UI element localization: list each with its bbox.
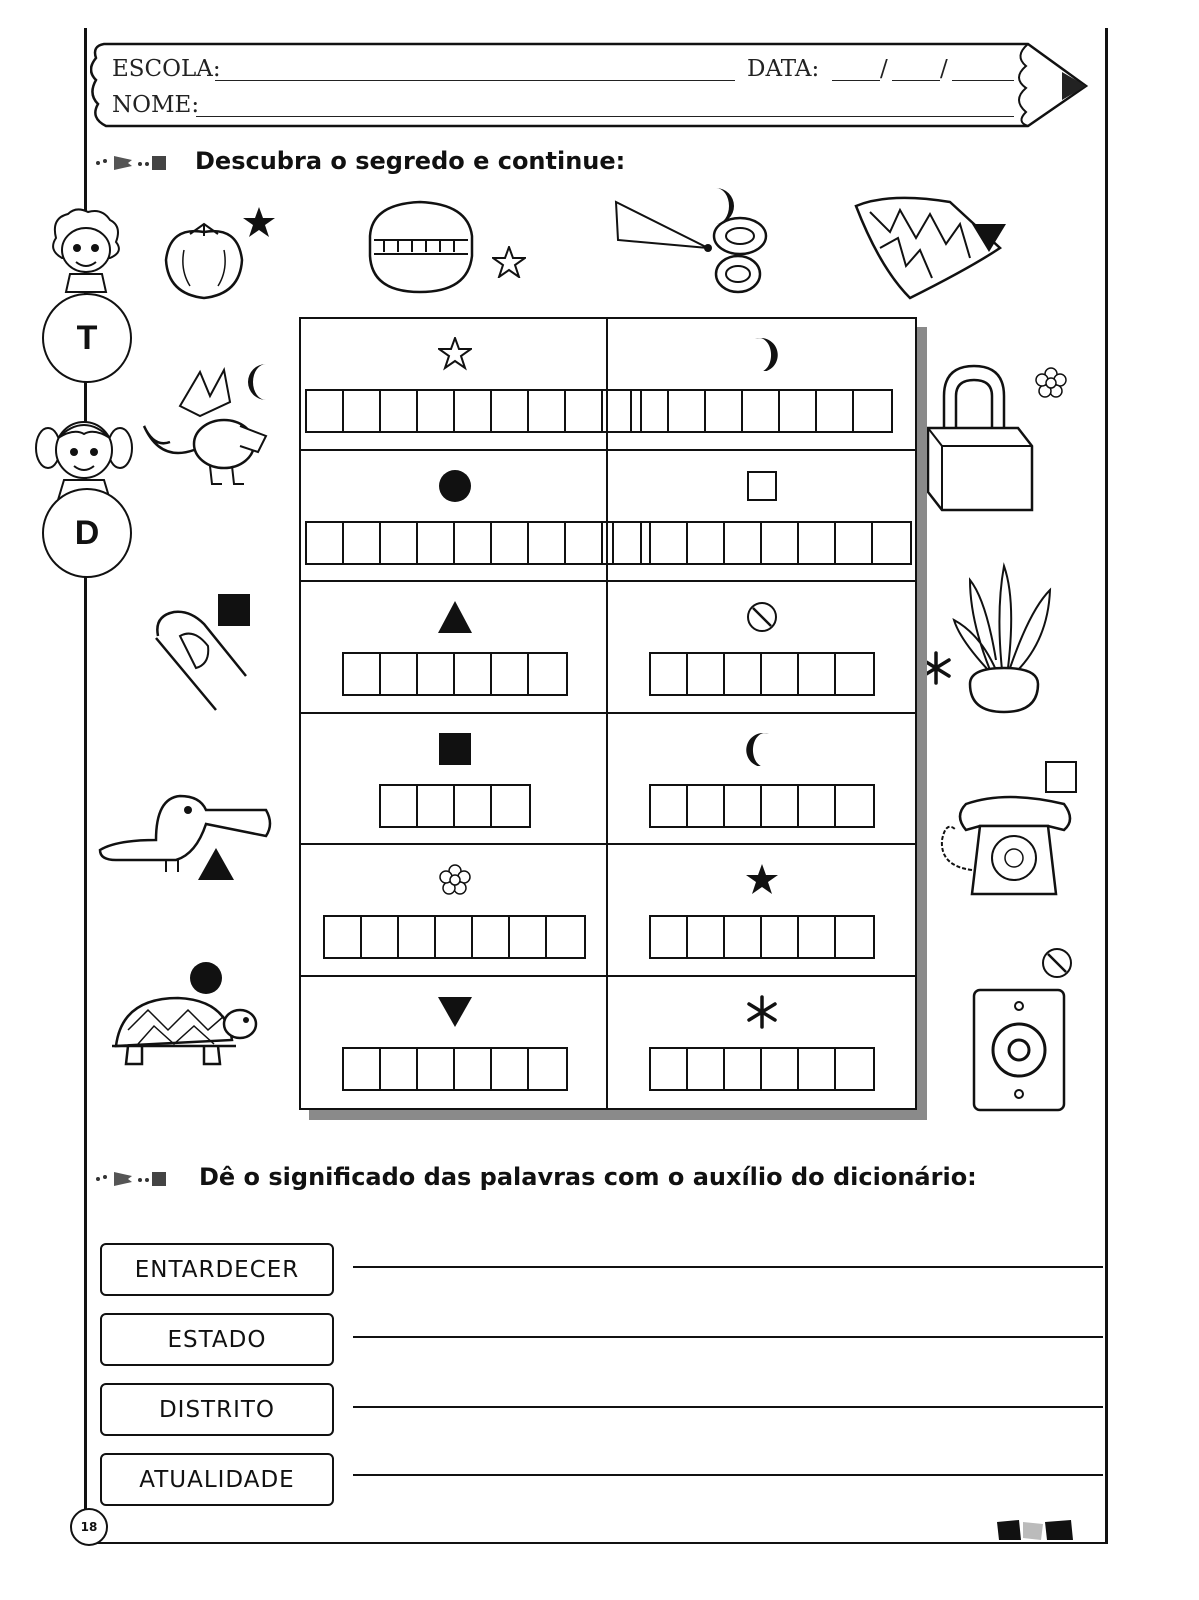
letter-box[interactable]	[344, 391, 381, 431]
letter-boxes	[649, 652, 875, 696]
grid-cell-5-right	[608, 845, 915, 977]
letter-box[interactable]	[836, 523, 873, 563]
instruction-2: Dê o significado das palavras com o auxílio do dicionário:	[199, 1163, 977, 1191]
letter-box[interactable]	[510, 917, 547, 957]
asterisk-icon	[918, 650, 954, 686]
letter-box[interactable]	[455, 654, 492, 694]
letter-box[interactable]	[651, 1049, 688, 1089]
letter-box[interactable]	[725, 786, 762, 826]
letter-box[interactable]	[725, 1049, 762, 1089]
letter-box[interactable]	[762, 523, 799, 563]
letter-box[interactable]	[836, 786, 873, 826]
circle-slash-icon	[745, 600, 779, 634]
dentures-picture	[360, 196, 482, 298]
letter-box[interactable]	[651, 654, 688, 694]
filled-circle-icon	[188, 960, 224, 996]
letter-box[interactable]	[836, 654, 873, 694]
letter-boxes	[305, 521, 642, 565]
letter-box[interactable]	[418, 1049, 455, 1089]
turtle-picture	[108, 990, 258, 1070]
letter-box[interactable]	[381, 1049, 418, 1089]
date-day-line[interactable]	[832, 80, 880, 81]
letter-box[interactable]	[307, 391, 344, 431]
filled-circle-icon	[438, 469, 472, 503]
letter-boxes	[649, 1047, 875, 1091]
letter-box[interactable]	[344, 654, 381, 694]
star-filled-icon	[745, 863, 779, 897]
answer-line[interactable]	[353, 1266, 1103, 1268]
letter-box[interactable]	[836, 917, 873, 957]
side-tab-t: T	[42, 293, 132, 383]
date-month-line[interactable]	[892, 80, 940, 81]
letter-box[interactable]	[418, 523, 455, 563]
letter-box[interactable]	[725, 654, 762, 694]
letter-box[interactable]	[854, 391, 891, 431]
letter-box[interactable]	[614, 523, 651, 563]
brand-logo	[995, 1518, 1075, 1542]
puzzle-grid	[299, 317, 917, 1110]
letter-box[interactable]	[762, 1049, 799, 1089]
bullet-arrow-icon	[94, 1168, 172, 1190]
letter-boxes	[630, 389, 893, 433]
word-box-estado: ESTADO	[100, 1313, 334, 1366]
grid-cell-6-right	[608, 977, 915, 1109]
grid-cell-1-right	[608, 319, 915, 451]
letter-box[interactable]	[529, 391, 566, 431]
letter-boxes	[323, 915, 586, 959]
grid-cell-3-left	[301, 582, 608, 714]
letter-box[interactable]	[762, 786, 799, 826]
letter-box[interactable]	[547, 917, 584, 957]
letter-box[interactable]	[455, 786, 492, 826]
letter-box[interactable]	[799, 523, 836, 563]
pencil-header-band	[90, 36, 1090, 134]
letter-boxes	[612, 521, 912, 565]
grid-cell-5-left	[301, 845, 608, 977]
filled-triangle-down-icon	[970, 222, 1008, 254]
letter-box[interactable]	[725, 917, 762, 957]
letter-box[interactable]	[455, 523, 492, 563]
letter-box[interactable]	[651, 786, 688, 826]
letter-box[interactable]	[836, 1049, 873, 1089]
letter-box[interactable]	[325, 917, 362, 957]
letter-box[interactable]	[344, 523, 381, 563]
grid-cell-2-left	[301, 451, 608, 583]
letter-box[interactable]	[566, 523, 603, 563]
letter-box[interactable]	[492, 654, 529, 694]
letter-box[interactable]	[688, 523, 725, 563]
grid-cell-6-left	[301, 977, 608, 1109]
letter-box[interactable]	[799, 1049, 836, 1089]
letter-box[interactable]	[381, 654, 418, 694]
grid-cell-1-left	[301, 319, 608, 451]
letter-box[interactable]	[381, 391, 418, 431]
letter-box[interactable]	[492, 523, 529, 563]
letter-box[interactable]	[455, 391, 492, 431]
letter-box[interactable]	[566, 391, 603, 431]
answer-line[interactable]	[353, 1406, 1103, 1408]
data-label: DATA:	[747, 56, 820, 82]
side-tab-d: D	[42, 488, 132, 578]
word-box-distrito: DISTRITO	[100, 1383, 334, 1436]
letter-box[interactable]	[669, 391, 706, 431]
letter-box[interactable]	[743, 391, 780, 431]
nome-label: NOME:	[112, 92, 200, 118]
date-separator: /	[940, 56, 948, 82]
letter-boxes	[305, 389, 642, 433]
letter-box[interactable]	[529, 654, 566, 694]
word-box-atualidade: ATUALIDADE	[100, 1453, 334, 1506]
letter-boxes	[379, 784, 531, 828]
tomato-picture	[160, 220, 248, 302]
crescent-right-icon	[745, 337, 779, 371]
scissors-picture	[612, 188, 782, 298]
letter-box[interactable]	[381, 786, 418, 826]
flower-icon	[438, 863, 472, 897]
crescent-right-icon	[708, 186, 738, 226]
circle-slash-icon	[1040, 946, 1074, 980]
answer-line[interactable]	[353, 1474, 1103, 1476]
flower-icon	[1034, 366, 1068, 400]
letter-box[interactable]	[725, 523, 762, 563]
letter-boxes	[649, 915, 875, 959]
socket-picture	[972, 988, 1066, 1112]
letter-box[interactable]	[688, 1049, 725, 1089]
toucan-picture	[96, 784, 276, 874]
letter-box[interactable]	[418, 391, 455, 431]
star-outline-icon	[492, 246, 526, 278]
letter-boxes	[342, 652, 568, 696]
telephone-picture	[936, 790, 1086, 910]
letter-box[interactable]	[436, 917, 473, 957]
letter-box[interactable]	[529, 1049, 566, 1089]
escola-field-line[interactable]	[215, 80, 735, 81]
letter-box[interactable]	[492, 1049, 529, 1089]
letter-box[interactable]	[799, 786, 836, 826]
padlock-picture	[924, 356, 1044, 516]
letter-box[interactable]	[344, 1049, 381, 1089]
letter-box[interactable]	[651, 523, 688, 563]
crescent-left-icon	[244, 362, 274, 402]
grid-cell-3-right	[608, 582, 915, 714]
nome-field-line[interactable]	[196, 116, 1014, 117]
letter-boxes	[342, 1047, 568, 1091]
plant-picture	[950, 560, 1060, 720]
letter-box[interactable]	[817, 391, 854, 431]
filled-triangle-up-icon	[196, 846, 236, 882]
letter-box[interactable]	[780, 391, 817, 431]
square-outline-icon	[745, 469, 779, 503]
letter-box[interactable]	[381, 523, 418, 563]
boy-face-picture	[46, 208, 126, 298]
letter-box[interactable]	[473, 917, 510, 957]
letter-box[interactable]	[455, 1049, 492, 1089]
letter-box[interactable]	[873, 523, 910, 563]
letter-box[interactable]	[418, 786, 455, 826]
letter-box[interactable]	[362, 917, 399, 957]
letter-box[interactable]	[799, 917, 836, 957]
letter-box[interactable]	[307, 523, 344, 563]
grid-cell-2-right	[608, 451, 915, 583]
crescent-left-icon	[745, 732, 779, 766]
letter-box[interactable]	[399, 917, 436, 957]
date-year-line[interactable]	[952, 80, 1014, 81]
filled-triangle-up-icon	[438, 600, 472, 634]
letter-boxes	[649, 784, 875, 828]
letter-box[interactable]	[651, 917, 688, 957]
grid-cell-4-right	[608, 714, 915, 846]
letter-box[interactable]	[492, 786, 529, 826]
instruction-1: Descubra o segredo e continue:	[195, 147, 626, 175]
star-filled-icon	[242, 206, 276, 238]
bullet-arrow-icon	[94, 152, 172, 174]
letter-box[interactable]	[762, 917, 799, 957]
square-outline-icon	[1044, 760, 1078, 794]
star-outline-icon	[438, 337, 472, 371]
letter-box[interactable]	[529, 523, 566, 563]
escola-label: ESCOLA:	[112, 56, 221, 82]
date-separator: /	[880, 56, 888, 82]
asterisk-icon	[745, 995, 779, 1029]
letter-box[interactable]	[492, 391, 529, 431]
letter-box[interactable]	[688, 917, 725, 957]
filled-square-icon	[216, 592, 252, 628]
letter-box[interactable]	[688, 654, 725, 694]
letter-box[interactable]	[688, 786, 725, 826]
letter-box[interactable]	[706, 391, 743, 431]
grid-cell-4-left	[301, 714, 608, 846]
word-box-entardecer: ENTARDECER	[100, 1243, 334, 1296]
filled-triangle-down-icon	[438, 995, 472, 1029]
letter-box[interactable]	[632, 391, 669, 431]
letter-box[interactable]	[762, 654, 799, 694]
answer-line[interactable]	[353, 1336, 1103, 1338]
letter-box[interactable]	[799, 654, 836, 694]
page-number: 18	[70, 1508, 108, 1546]
letter-box[interactable]	[418, 654, 455, 694]
filled-square-icon	[438, 732, 472, 766]
